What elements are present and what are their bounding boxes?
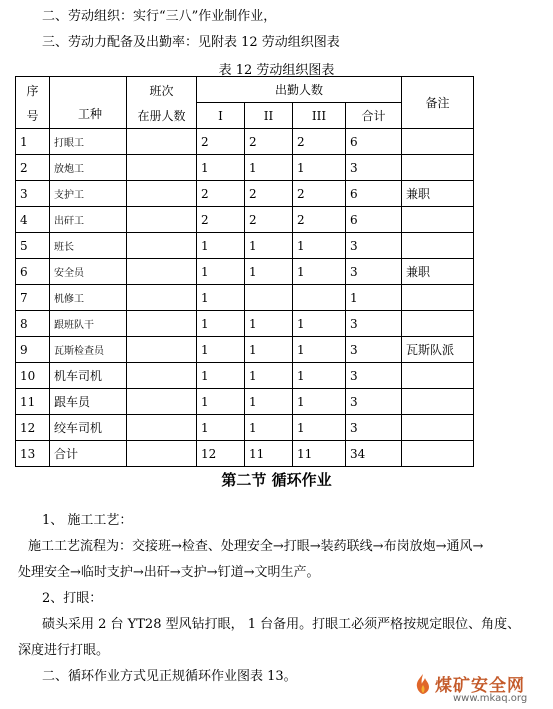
cell-registered (127, 207, 197, 233)
cell-shift-iii: 1 (293, 259, 346, 285)
cell-remark (402, 441, 474, 467)
cell-total: 3 (346, 337, 402, 363)
cell-job: 班长 (50, 233, 127, 259)
header-seq-top: 序 (26, 83, 39, 98)
cell-shift-iii: 2 (293, 129, 346, 155)
cell-total: 3 (346, 233, 402, 259)
cell-registered (127, 441, 197, 467)
cell-no: 8 (16, 311, 50, 337)
cell-shift-i: 1 (197, 285, 245, 311)
header-total: 合计 (346, 103, 402, 129)
cell-remark (402, 207, 474, 233)
header-seq-bottom: 号 (26, 108, 39, 123)
cell-shift-iii: 2 (293, 181, 346, 207)
cycle-operation-note: 二、循环作业方式见正规循环作业图表 13。 (42, 669, 297, 684)
watermark-text: 煤矿安全网 (435, 676, 525, 696)
cell-shift-i: 1 (197, 155, 245, 181)
cell-total: 3 (346, 155, 402, 181)
header-seq (16, 77, 50, 129)
header-col-i: I (197, 103, 245, 129)
cell-remark (402, 363, 474, 389)
cell-no: 10 (16, 363, 50, 389)
cell-shift-iii: 1 (293, 363, 346, 389)
labor-organization-table (15, 76, 474, 467)
header-shift-bottom: 在册人数 (137, 108, 186, 123)
cell-total: 6 (346, 129, 402, 155)
cell-job: 跟班队干 (50, 311, 127, 337)
cell-remark: 兼职 (402, 259, 474, 285)
cell-shift-iii: 1 (293, 389, 346, 415)
table-row (16, 363, 474, 389)
process-heading: 1、 施工工艺： (42, 513, 133, 528)
cell-job: 跟车员 (50, 389, 127, 415)
cell-job: 出矸工 (50, 207, 127, 233)
table-body (16, 129, 474, 467)
drilling-heading: 2、打眼： (42, 591, 103, 606)
cell-shift-ii: 1 (245, 363, 293, 389)
cell-registered (127, 311, 197, 337)
drilling-text-line-1: 碛头采用 2 台 YT28 型风钻打眼， 1 台备用。打眼工必须严格按规定眼位、角度、 (42, 617, 521, 632)
cell-remark (402, 155, 474, 181)
cell-job: 机修工 (50, 285, 127, 311)
drilling-text-line-2: 深度进行打眼。 (18, 643, 110, 658)
cell-registered (127, 181, 197, 207)
cell-registered (127, 389, 197, 415)
table-row (16, 415, 474, 441)
cell-shift-ii: 2 (245, 181, 293, 207)
cell-shift-i: 1 (197, 311, 245, 337)
cell-shift-iii: 1 (293, 337, 346, 363)
table-row (16, 129, 474, 155)
cell-total: 3 (346, 389, 402, 415)
cell-shift-ii: 2 (245, 129, 293, 155)
cell-no: 9 (16, 337, 50, 363)
cell-no: 12 (16, 415, 50, 441)
cell-shift-iii: 1 (293, 233, 346, 259)
cell-shift-i: 1 (197, 363, 245, 389)
process-flow-line-1: 施工工艺流程为：交接班→检查、处理安全→打眼→装药联线→布岗放炮→通风→ (28, 539, 484, 554)
cell-job: 安全员 (50, 259, 127, 285)
watermark-url: www.mkaq.org (453, 693, 528, 704)
cell-remark (402, 311, 474, 337)
table-row (16, 207, 474, 233)
table-row (16, 389, 474, 415)
cell-shift-iii: 2 (293, 207, 346, 233)
table-row (16, 337, 474, 363)
cell-remark (402, 129, 474, 155)
cell-remark: 瓦斯队派 (402, 337, 474, 363)
cell-job: 支护工 (50, 181, 127, 207)
table-row (16, 259, 474, 285)
cell-registered (127, 155, 197, 181)
cell-registered (127, 415, 197, 441)
cell-no: 13 (16, 441, 50, 467)
header-attendance: 出勤人数 (197, 77, 402, 103)
header-shift-top: 班次 (149, 83, 174, 98)
cell-job: 打眼工 (50, 129, 127, 155)
cell-total: 3 (346, 415, 402, 441)
header-col-iii: III (293, 103, 346, 129)
section-title: 第二节 循环作业 (221, 471, 332, 489)
cell-shift-i: 12 (197, 441, 245, 467)
cell-no: 5 (16, 233, 50, 259)
cell-remark (402, 389, 474, 415)
cell-registered (127, 233, 197, 259)
cell-shift-iii: 1 (293, 155, 346, 181)
cell-no: 4 (16, 207, 50, 233)
table-row (16, 311, 474, 337)
cell-shift-ii: 2 (245, 207, 293, 233)
cell-remark (402, 285, 474, 311)
cell-no: 6 (16, 259, 50, 285)
cell-remark: 兼职 (402, 181, 474, 207)
header-remark: 备注 (402, 77, 474, 129)
cell-shift-i: 1 (197, 415, 245, 441)
cell-shift-i: 1 (197, 259, 245, 285)
cell-shift-ii (245, 285, 293, 311)
cell-job: 放炮工 (50, 155, 127, 181)
header-col-ii: II (245, 103, 293, 129)
table-row (16, 233, 474, 259)
cell-registered (127, 363, 197, 389)
watermark-logo (413, 671, 549, 707)
cell-job: 瓦斯检查员 (50, 337, 127, 363)
cell-registered (127, 337, 197, 363)
cell-shift-i: 1 (197, 233, 245, 259)
cell-total: 3 (346, 311, 402, 337)
table-row (16, 285, 474, 311)
cell-job: 机车司机 (50, 363, 127, 389)
table-row (16, 181, 474, 207)
table-row (16, 155, 474, 181)
cell-no: 11 (16, 389, 50, 415)
cell-registered (127, 259, 197, 285)
process-flow-line-2: 处理安全→临时支护→出矸→支护→钉道→文明生产。 (18, 565, 320, 580)
cell-shift-i: 1 (197, 389, 245, 415)
cell-shift-ii: 1 (245, 415, 293, 441)
cell-total: 34 (346, 441, 402, 467)
table-row (16, 441, 474, 467)
cell-shift-ii: 1 (245, 155, 293, 181)
cell-total: 6 (346, 181, 402, 207)
cell-remark (402, 415, 474, 441)
cell-shift-iii: 1 (293, 311, 346, 337)
cell-shift-iii (293, 285, 346, 311)
cell-job: 绞车司机 (50, 415, 127, 441)
cell-total: 3 (346, 259, 402, 285)
cell-no: 3 (16, 181, 50, 207)
cell-registered (127, 129, 197, 155)
cell-shift-i: 1 (197, 337, 245, 363)
cell-shift-ii: 1 (245, 233, 293, 259)
cell-shift-i: 2 (197, 181, 245, 207)
cell-total: 3 (346, 363, 402, 389)
cell-job: 合计 (50, 441, 127, 467)
cell-no: 7 (16, 285, 50, 311)
cell-total: 6 (346, 207, 402, 233)
cell-no: 1 (16, 129, 50, 155)
cell-shift-ii: 1 (245, 389, 293, 415)
table-title: 表 12 劳动组织图表 (218, 63, 335, 78)
header-job: 工种 (50, 77, 127, 129)
cell-shift-iii: 1 (293, 415, 346, 441)
intro-line-2: 三、劳动力配备及出勤率：见附表 12 劳动组织图表 (42, 35, 340, 50)
flame-icon (413, 673, 433, 695)
intro-line-1: 二、劳动组织：实行“三八”作业制作业， (42, 9, 277, 24)
cell-shift-ii: 1 (245, 259, 293, 285)
cell-shift-iii: 11 (293, 441, 346, 467)
cell-remark (402, 233, 474, 259)
cell-total: 1 (346, 285, 402, 311)
cell-registered (127, 285, 197, 311)
cell-shift-i: 2 (197, 207, 245, 233)
cell-shift-ii: 1 (245, 311, 293, 337)
cell-shift-ii: 1 (245, 337, 293, 363)
header-shift (127, 77, 197, 129)
cell-shift-i: 2 (197, 129, 245, 155)
cell-shift-ii: 11 (245, 441, 293, 467)
cell-no: 2 (16, 155, 50, 181)
